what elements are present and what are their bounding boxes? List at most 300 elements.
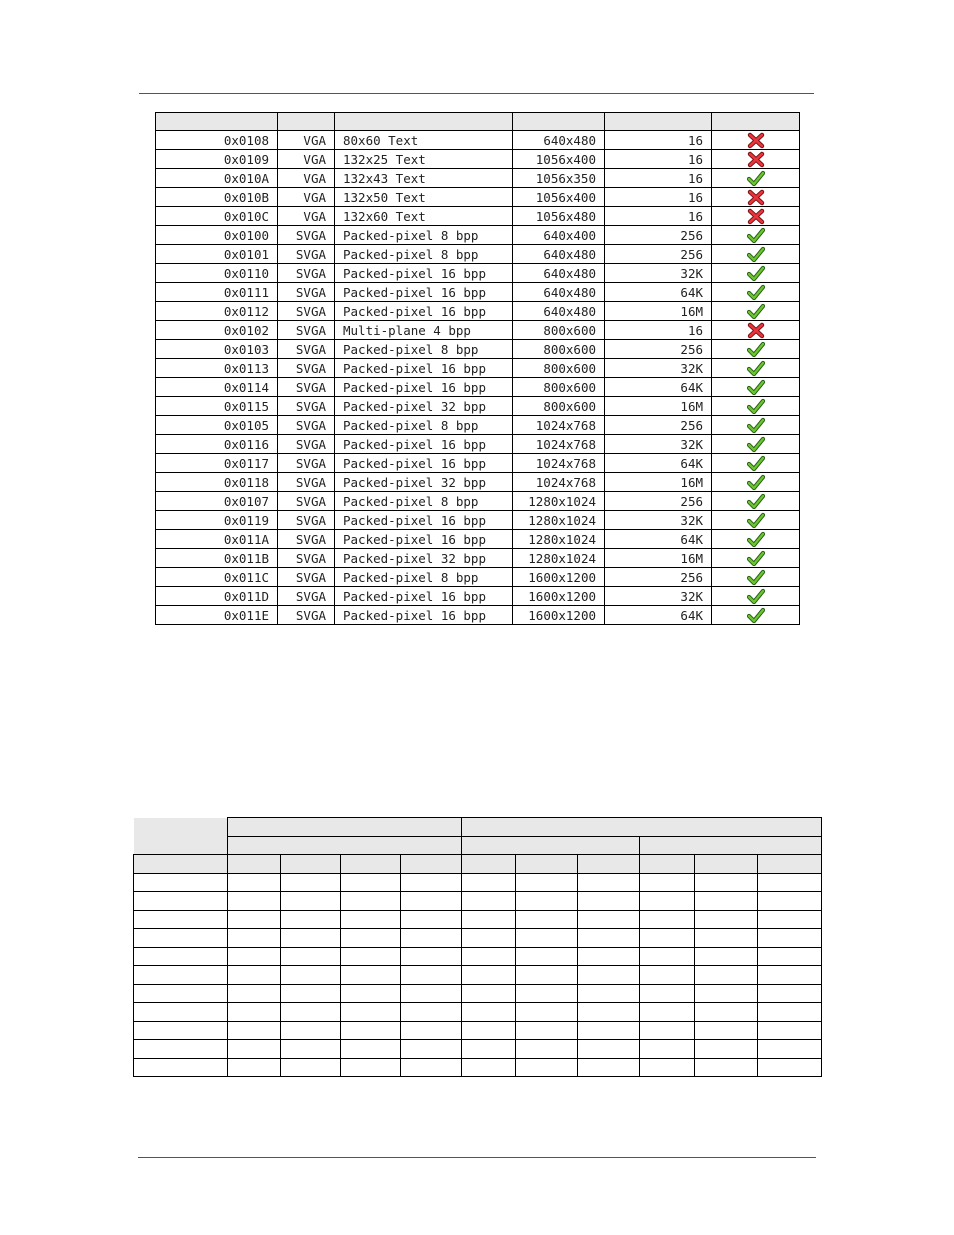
grid-row (134, 910, 822, 929)
mode-cell: 0x0102 (156, 321, 278, 340)
grid-cell (341, 1058, 401, 1077)
grid-cell (401, 947, 462, 966)
type-cell: SVGA (278, 416, 335, 435)
table-row (156, 378, 800, 397)
table-row (156, 416, 800, 435)
grid-column-header (757, 855, 821, 874)
grid-cell (341, 910, 401, 929)
column-header (278, 113, 335, 131)
mode-cell: 0x011D (156, 587, 278, 606)
grid-cell (281, 984, 341, 1003)
grid-cell (462, 929, 516, 948)
resolution-cell: 1280x1024 (513, 492, 605, 511)
grid-cell (694, 1003, 757, 1022)
grid-cell (639, 947, 694, 966)
grid-cell (281, 929, 341, 948)
mode-cell: 0x0109 (156, 150, 278, 169)
type-cell: SVGA (278, 435, 335, 454)
resolution-cell: 640x480 (513, 283, 605, 302)
grid-column-header (228, 855, 281, 874)
check-icon (747, 303, 765, 320)
grid-cell (639, 892, 694, 911)
table-row (156, 321, 800, 340)
grid-cell (134, 1021, 228, 1040)
description-cell: Packed-pixel 16 bpp (335, 587, 513, 606)
resolution-cell: 1056x480 (513, 207, 605, 226)
grid-cell (228, 1040, 281, 1059)
support-cell (712, 530, 800, 549)
grid-cell (228, 966, 281, 985)
mode-cell: 0x0112 (156, 302, 278, 321)
support-cell (712, 302, 800, 321)
column-header (335, 113, 513, 131)
grid-cell (694, 984, 757, 1003)
column-header (156, 113, 278, 131)
grid-cell (281, 966, 341, 985)
table-row (156, 397, 800, 416)
check-icon (747, 265, 765, 282)
check-icon (747, 379, 765, 396)
resolution-cell: 1024x768 (513, 435, 605, 454)
description-cell: Packed-pixel 16 bpp (335, 530, 513, 549)
grid-cell (134, 984, 228, 1003)
grid-cell (462, 1058, 516, 1077)
grid-cell (516, 929, 577, 948)
resolution-cell: 640x480 (513, 245, 605, 264)
grid-cell (577, 892, 639, 911)
resolution-cell: 1056x350 (513, 169, 605, 188)
grid-cell (577, 1058, 639, 1077)
table-header-row (156, 113, 800, 131)
colors-cell: 32K (605, 587, 712, 606)
type-cell: SVGA (278, 473, 335, 492)
type-cell: SVGA (278, 606, 335, 625)
grid-cell (281, 947, 341, 966)
type-cell: SVGA (278, 587, 335, 606)
description-cell: Packed-pixel 8 bpp (335, 492, 513, 511)
table-row (156, 492, 800, 511)
grid-cell (694, 892, 757, 911)
column-header (712, 113, 800, 131)
grid-row (134, 892, 822, 911)
colors-cell: 256 (605, 226, 712, 245)
colors-cell: 64K (605, 530, 712, 549)
mode-cell: 0x0117 (156, 454, 278, 473)
resolution-cell: 800x600 (513, 378, 605, 397)
description-cell: Packed-pixel 32 bpp (335, 549, 513, 568)
cross-icon (747, 208, 765, 225)
grid-cell (462, 984, 516, 1003)
grid-column-header (341, 855, 401, 874)
colors-cell: 32K (605, 264, 712, 283)
grid-cell (401, 1058, 462, 1077)
description-cell: Packed-pixel 16 bpp (335, 283, 513, 302)
grid-header-row (134, 818, 822, 837)
table-row (156, 606, 800, 625)
colors-cell: 16M (605, 302, 712, 321)
type-cell: SVGA (278, 397, 335, 416)
table-row (156, 359, 800, 378)
grid-cell (401, 929, 462, 948)
description-cell: Packed-pixel 16 bpp (335, 435, 513, 454)
grid-cell (694, 1021, 757, 1040)
colors-cell: 32K (605, 511, 712, 530)
colors-cell: 64K (605, 454, 712, 473)
resolution-cell: 800x600 (513, 359, 605, 378)
type-cell: SVGA (278, 359, 335, 378)
grid-cell (516, 1058, 577, 1077)
grid-cell (341, 1003, 401, 1022)
description-cell: 80x60 Text (335, 131, 513, 150)
empty-grid-table (133, 817, 822, 1077)
mode-cell: 0x010B (156, 188, 278, 207)
resolution-cell: 1056x400 (513, 188, 605, 207)
grid-cell (401, 873, 462, 892)
grid-row (134, 947, 822, 966)
grid-column-header (134, 855, 228, 874)
type-cell: SVGA (278, 321, 335, 340)
grid-cell (516, 1040, 577, 1059)
grid-cell (401, 1040, 462, 1059)
grid-cell (577, 984, 639, 1003)
mode-cell: 0x0107 (156, 492, 278, 511)
grid-cell (694, 947, 757, 966)
grid-cell (228, 892, 281, 911)
type-cell: SVGA (278, 340, 335, 359)
grid-cell (281, 873, 341, 892)
colors-cell: 16M (605, 549, 712, 568)
grid-header-row (134, 836, 822, 855)
description-cell: Multi-plane 4 bpp (335, 321, 513, 340)
check-icon (747, 607, 765, 624)
grid-cell (462, 966, 516, 985)
resolution-cell: 1600x1200 (513, 606, 605, 625)
grid-row (134, 1021, 822, 1040)
type-cell: VGA (278, 188, 335, 207)
grid-cell (639, 1040, 694, 1059)
grid-cell (341, 929, 401, 948)
table-row (156, 340, 800, 359)
mode-cell: 0x010C (156, 207, 278, 226)
check-icon (747, 588, 765, 605)
grid-cell (694, 1058, 757, 1077)
mode-cell: 0x0108 (156, 131, 278, 150)
resolution-cell: 800x600 (513, 321, 605, 340)
type-cell: VGA (278, 131, 335, 150)
colors-cell: 256 (605, 340, 712, 359)
support-cell (712, 473, 800, 492)
grid-cell (757, 1040, 821, 1059)
mode-cell: 0x0116 (156, 435, 278, 454)
grid-cell (281, 1058, 341, 1077)
colors-cell: 16 (605, 131, 712, 150)
table-row (156, 169, 800, 188)
grid-header-row (134, 855, 822, 874)
grid-group-header (228, 818, 462, 837)
description-cell: Packed-pixel 16 bpp (335, 511, 513, 530)
support-cell (712, 454, 800, 473)
support-cell (712, 131, 800, 150)
grid-cell (516, 892, 577, 911)
table-row (156, 549, 800, 568)
grid-cell (757, 873, 821, 892)
description-cell: Packed-pixel 32 bpp (335, 473, 513, 492)
grid-cell (462, 873, 516, 892)
resolution-cell: 1024x768 (513, 473, 605, 492)
grid-cell (577, 947, 639, 966)
grid-cell (577, 1003, 639, 1022)
type-cell: SVGA (278, 454, 335, 473)
type-cell: SVGA (278, 530, 335, 549)
grid-cell (757, 966, 821, 985)
grid-cell (401, 966, 462, 985)
table-row (156, 511, 800, 530)
mode-cell: 0x011A (156, 530, 278, 549)
resolution-cell: 1280x1024 (513, 511, 605, 530)
colors-cell: 256 (605, 568, 712, 587)
table-row (156, 302, 800, 321)
grid-row (134, 1003, 822, 1022)
grid-cell (516, 984, 577, 1003)
description-cell: Packed-pixel 16 bpp (335, 454, 513, 473)
type-cell: VGA (278, 207, 335, 226)
support-cell (712, 245, 800, 264)
colors-cell: 64K (605, 378, 712, 397)
grid-cell (577, 910, 639, 929)
mode-cell: 0x0119 (156, 511, 278, 530)
grid-cell (228, 910, 281, 929)
grid-cell (134, 966, 228, 985)
table-row (156, 131, 800, 150)
cross-icon (747, 189, 765, 206)
grid-row (134, 984, 822, 1003)
support-cell (712, 264, 800, 283)
type-cell: SVGA (278, 226, 335, 245)
grid-cell (228, 1021, 281, 1040)
description-cell: Packed-pixel 8 bpp (335, 568, 513, 587)
mode-cell: 0x0103 (156, 340, 278, 359)
support-cell (712, 568, 800, 587)
grid-cell (757, 929, 821, 948)
grid-group-header (462, 818, 822, 837)
support-cell (712, 511, 800, 530)
grid-column-header (462, 855, 516, 874)
table-row (156, 264, 800, 283)
mode-cell: 0x011B (156, 549, 278, 568)
check-icon (747, 493, 765, 510)
grid-cell (639, 1003, 694, 1022)
grid-cell (281, 892, 341, 911)
grid-cell (134, 947, 228, 966)
grid-column-header (281, 855, 341, 874)
support-cell (712, 492, 800, 511)
support-cell (712, 340, 800, 359)
cross-icon (747, 151, 765, 168)
description-cell: 132x60 Text (335, 207, 513, 226)
type-cell: SVGA (278, 302, 335, 321)
grid-cell (228, 1003, 281, 1022)
grid-cell (228, 1058, 281, 1077)
mode-cell: 0x0100 (156, 226, 278, 245)
colors-cell: 16M (605, 473, 712, 492)
check-icon (747, 474, 765, 491)
grid-cell (516, 1003, 577, 1022)
description-cell: Packed-pixel 8 bpp (335, 245, 513, 264)
table-row (156, 454, 800, 473)
resolution-cell: 640x400 (513, 226, 605, 245)
column-header (513, 113, 605, 131)
grid-row (134, 1040, 822, 1059)
check-icon (747, 455, 765, 472)
grid-cell (134, 873, 228, 892)
grid-cell (577, 873, 639, 892)
cross-icon (747, 132, 765, 149)
grid-column-header (516, 855, 577, 874)
description-cell: 132x25 Text (335, 150, 513, 169)
grid-cell (516, 947, 577, 966)
description-cell: Packed-pixel 8 bpp (335, 226, 513, 245)
description-cell: 132x43 Text (335, 169, 513, 188)
support-cell (712, 378, 800, 397)
description-cell: Packed-pixel 16 bpp (335, 359, 513, 378)
colors-cell: 64K (605, 283, 712, 302)
grid-cell (694, 873, 757, 892)
colors-cell: 64K (605, 606, 712, 625)
grid-cell (341, 873, 401, 892)
support-cell (712, 283, 800, 302)
resolution-cell: 800x600 (513, 340, 605, 359)
grid-cell (134, 1058, 228, 1077)
grid-row (134, 1058, 822, 1077)
grid-cell (401, 910, 462, 929)
grid-cell (694, 910, 757, 929)
mode-cell: 0x0110 (156, 264, 278, 283)
grid-cell (757, 892, 821, 911)
grid-cell (694, 1040, 757, 1059)
type-cell: SVGA (278, 378, 335, 397)
type-cell: SVGA (278, 283, 335, 302)
grid-cell (639, 910, 694, 929)
description-cell: Packed-pixel 8 bpp (335, 340, 513, 359)
footer-rule (138, 1157, 816, 1158)
grid-cell (516, 873, 577, 892)
grid-cell (694, 966, 757, 985)
colors-cell: 16 (605, 169, 712, 188)
grid-cell (228, 984, 281, 1003)
grid-row (134, 929, 822, 948)
table-row (156, 245, 800, 264)
colors-cell: 256 (605, 416, 712, 435)
type-cell: VGA (278, 169, 335, 188)
support-cell (712, 359, 800, 378)
grid-cell (757, 947, 821, 966)
type-cell: SVGA (278, 264, 335, 283)
grid-cell (516, 1021, 577, 1040)
table-row (156, 150, 800, 169)
grid-cell (639, 1021, 694, 1040)
type-cell: SVGA (278, 549, 335, 568)
check-icon (747, 569, 765, 586)
resolution-cell: 640x480 (513, 131, 605, 150)
support-cell (712, 606, 800, 625)
table-row (156, 568, 800, 587)
resolution-cell: 1280x1024 (513, 549, 605, 568)
description-cell: Packed-pixel 16 bpp (335, 302, 513, 321)
grid-cell (462, 1021, 516, 1040)
support-cell (712, 397, 800, 416)
grid-cell (577, 1021, 639, 1040)
type-cell: VGA (278, 150, 335, 169)
grid-cell (401, 984, 462, 1003)
grid-cell (462, 1040, 516, 1059)
type-cell: SVGA (278, 511, 335, 530)
table-row (156, 587, 800, 606)
grid-cell (401, 1021, 462, 1040)
check-icon (747, 227, 765, 244)
colors-cell: 16 (605, 321, 712, 340)
description-cell: Packed-pixel 16 bpp (335, 606, 513, 625)
grid-cell (757, 1003, 821, 1022)
resolution-cell: 1280x1024 (513, 530, 605, 549)
support-cell (712, 435, 800, 454)
mode-cell: 0x0105 (156, 416, 278, 435)
grid-cell (228, 947, 281, 966)
grid-cell (462, 1003, 516, 1022)
colors-cell: 16M (605, 397, 712, 416)
grid-cell (341, 984, 401, 1003)
cross-icon (747, 322, 765, 339)
grid-cell (462, 947, 516, 966)
mode-cell: 0x0118 (156, 473, 278, 492)
grid-column-header (401, 855, 462, 874)
grid-corner (134, 836, 228, 855)
column-header (605, 113, 712, 131)
check-icon (747, 360, 765, 377)
check-icon (747, 170, 765, 187)
colors-cell: 16 (605, 207, 712, 226)
grid-row (134, 966, 822, 985)
grid-cell (134, 929, 228, 948)
mode-cell: 0x011C (156, 568, 278, 587)
resolution-cell: 1024x768 (513, 416, 605, 435)
support-cell (712, 169, 800, 188)
check-icon (747, 512, 765, 529)
colors-cell: 256 (605, 492, 712, 511)
description-cell: Packed-pixel 32 bpp (335, 397, 513, 416)
grid-cell (639, 966, 694, 985)
grid-cell (577, 1040, 639, 1059)
check-icon (747, 398, 765, 415)
header-rule (139, 93, 814, 94)
resolution-cell: 800x600 (513, 397, 605, 416)
mode-cell: 0x011E (156, 606, 278, 625)
grid-cell (281, 1003, 341, 1022)
grid-cell (134, 1003, 228, 1022)
mode-cell: 0x0113 (156, 359, 278, 378)
mode-cell: 0x0111 (156, 283, 278, 302)
support-cell (712, 207, 800, 226)
grid-cell (516, 966, 577, 985)
table-row (156, 283, 800, 302)
description-cell: Packed-pixel 16 bpp (335, 264, 513, 283)
resolution-cell: 1024x768 (513, 454, 605, 473)
grid-cell (757, 910, 821, 929)
mode-cell: 0x0101 (156, 245, 278, 264)
grid-column-header (577, 855, 639, 874)
check-icon (747, 417, 765, 434)
support-cell (712, 587, 800, 606)
support-cell (712, 188, 800, 207)
